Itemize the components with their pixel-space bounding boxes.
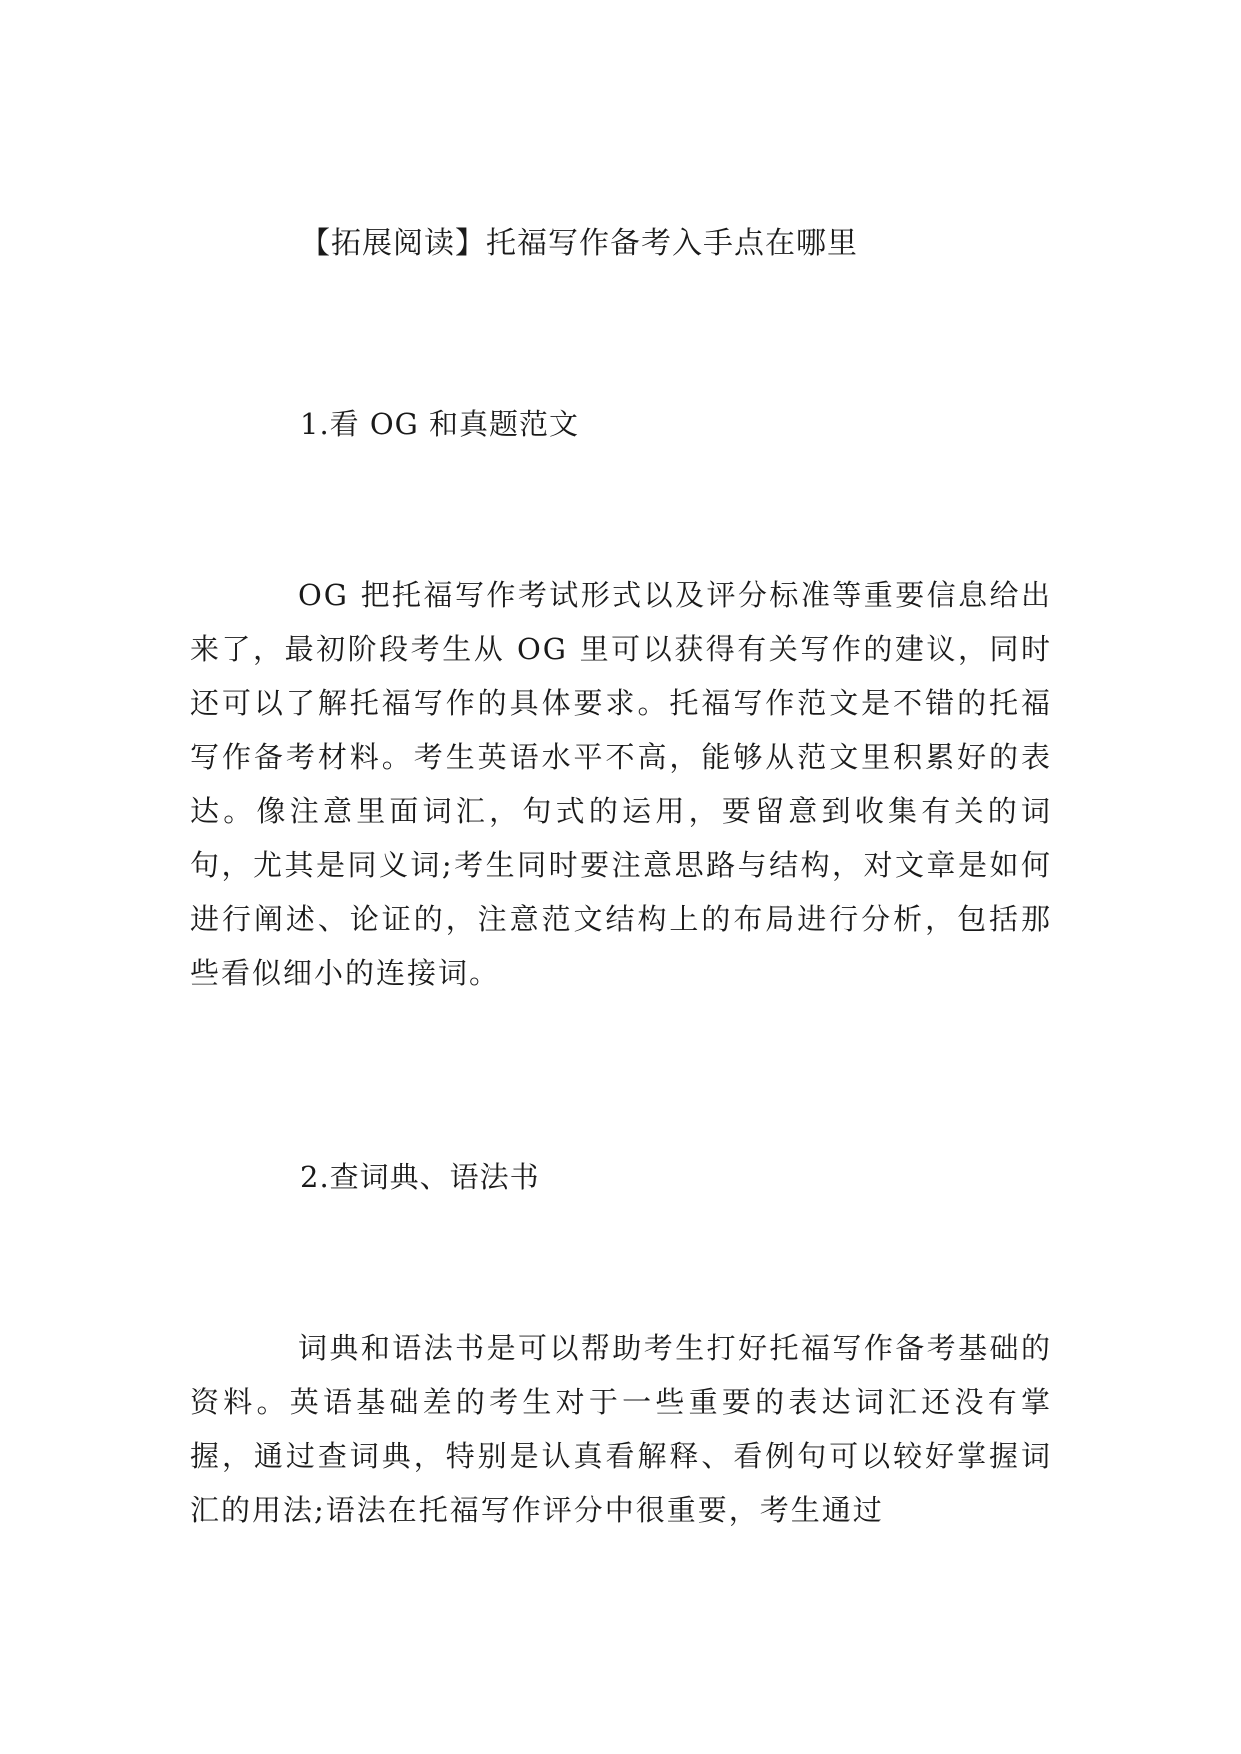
section-paragraph-2: 词典和语法书是可以帮助考生打好托福写作备考基础的资料。英语基础差的考生对于一些重要的表达词汇还没有掌握，通过查词典，特别是认真看解释、看例句可以较好掌握词汇的用法;语法在托福写作评分中很重要，考生通过 xyxy=(190,1331,1052,1527)
section-paragraph-1: OG 把托福写作考试形式以及评分标准等重要信息给出来了，最初阶段考生从 OG 里可以获得有关写作的建议，同时还可以了解托福写作的具体要求。托福写作范文是不错的托福写作备考材料。考生英语水平不高，能够从范文里积累好的表达。像注意里面词汇，句式的运用，要留意到收集有关的词句，尤其是同义词;考生同时要注意思路与结构，对文章是如何进行阐述、论证的，注意范文结构上的布局进行分析，包括那些看似细小的连接词。 xyxy=(190,578,1052,990)
document-title: 【拓展阅读】托福写作备考入手点在哪里 xyxy=(300,226,858,261)
section-heading-2: 2.查词典、语法书 xyxy=(300,1160,540,1194)
section-heading-1: 1.看 OG 和真题范文 xyxy=(300,407,580,441)
